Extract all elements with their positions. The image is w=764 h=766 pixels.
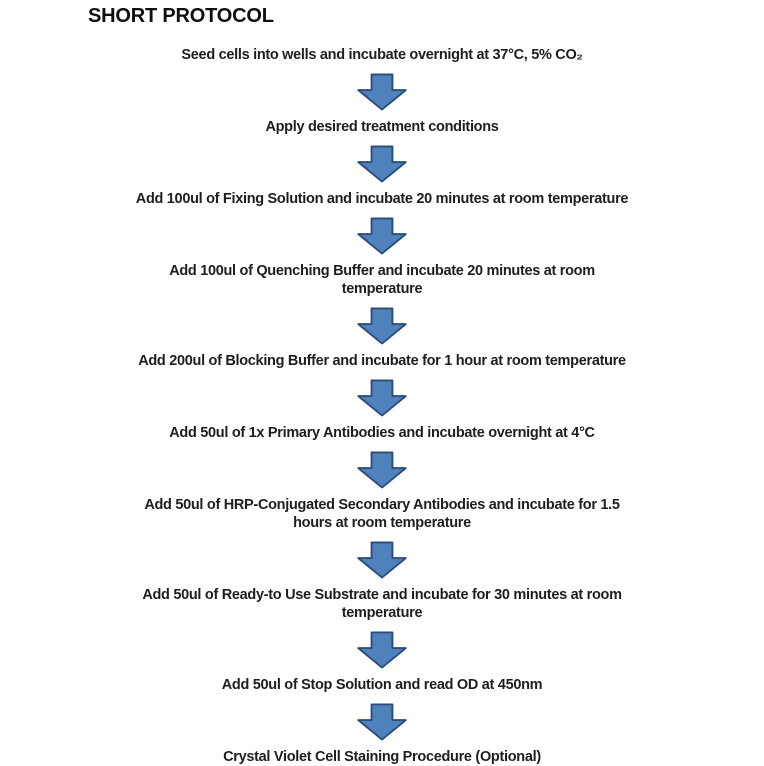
down-arrow-icon [356, 307, 408, 345]
down-arrow-icon [356, 145, 408, 183]
down-arrow-icon [356, 451, 408, 489]
flow-step-9-text: Add 50ul of Stop Solution and read OD at 450nm [221, 677, 543, 693]
down-arrow-icon [356, 541, 408, 579]
flow-step-5-text: Add 200ul of Blocking Buffer and incubate for 1 hour at room temperature [138, 353, 626, 369]
flow-step-6 [0, 424, 764, 442]
flow-step-4-text: temperature [341, 281, 423, 297]
flow-step-8-text: Add 50ul of Ready-to Use Substrate and incubate for 30 minutes at room [142, 587, 622, 603]
flow-step-4 [0, 262, 764, 298]
flow-step-3 [0, 190, 764, 208]
flow-step-10 [0, 748, 764, 766]
down-arrow-icon [356, 631, 408, 669]
flow-step-7 [0, 496, 764, 532]
flow-step-8-text: temperature [341, 605, 423, 621]
flow-step-5 [0, 352, 764, 370]
down-arrow-icon [356, 73, 408, 111]
flow-step-4-text: Add 100ul of Quenching Buffer and incubate 20 minutes at room [169, 263, 595, 279]
flow-step-2-text: Apply desired treatment conditions [265, 119, 499, 135]
flow-step-7-text: Add 50ul of HRP-Conjugated Secondary Antibodies and incubate for 1.5 [144, 497, 620, 513]
down-arrow-icon [356, 703, 408, 741]
flow-step-6-text: Add 50ul of 1x Primary Antibodies and incubate overnight at 4°C [169, 425, 595, 441]
flow-step-3-text: Add 100ul of Fixing Solution and incubate 20 minutes at room temperature [135, 191, 629, 207]
page-title: SHORT PROTOCOL [88, 5, 274, 27]
down-arrow-icon [356, 379, 408, 417]
down-arrow-icon [356, 217, 408, 255]
flow-step-10-text: Crystal Violet Cell Staining Procedure (Optional) [223, 749, 541, 765]
flow-step-2 [0, 118, 764, 136]
flow-step-1-text: Seed cells into wells and incubate overnight at 37°C, 5% CO₂ [181, 47, 583, 63]
protocol-flowchart [0, 46, 764, 766]
flow-step-7-text: hours at room temperature [293, 515, 471, 531]
flow-step-1 [0, 46, 764, 64]
flow-step-9 [0, 676, 764, 694]
flow-step-8 [0, 586, 764, 622]
